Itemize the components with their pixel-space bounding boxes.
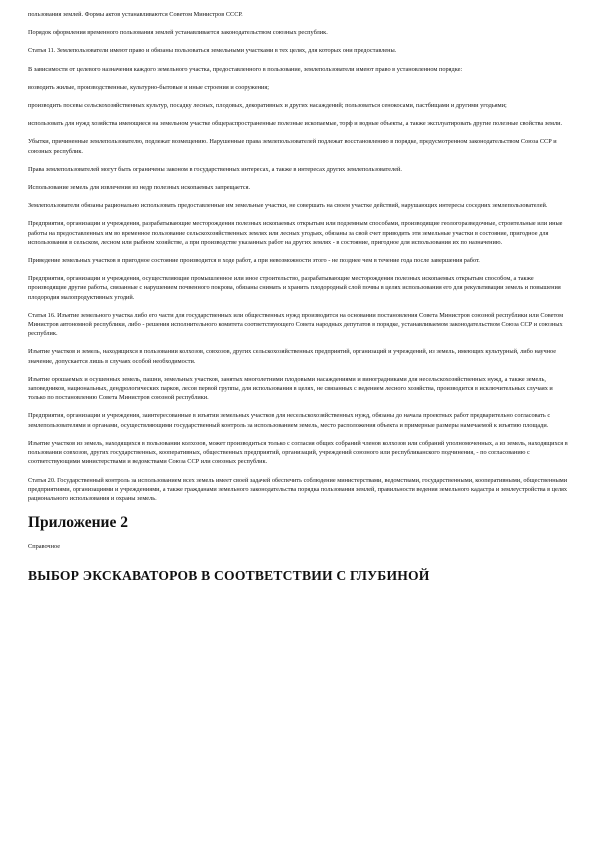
paragraph: Изъятие орошаемых и осушенных земель, пашни, земельных участков, занятых многолетними плодовыми насаждениями и виноградниками для несельскохозяйственных нужд, а также земель, заповедников, национальных, дендрологических парков, лесов первой группы, для использования в целях, не связанных с ведением лесного хозяйства, производится в исключительных случаях и только по постановлению Совета Министров союзной республики. — [28, 375, 553, 402]
paragraph: Изъятие участков и земель, находящихся в пользовании колхозов, совхозов, других сельскохозяйственных предприятий, организаций и учреждений, из земель, имеющих культурный, либо научное значение, допускается лишь в случаях особой необходимости. — [28, 348, 557, 365]
paragraph: Изъятие участков из земель, находящихся в пользовании колхозов, может производиться только с согласия общих собраний членов колхозов или собраний уполномоченных, а из земель, находящихся в пользовании совхозов, других государственных, кооперативных, общественных предприятий, организаций, учреждений союзного или республиканского подчинения, - по согласованию с соответствующими министерствами и ведомствами Союза ССР или союзных республик. — [28, 439, 568, 466]
paragraph: Предприятия, организации и учреждения, разрабатывающие месторождения полезных ископаемых открытым или подземным способами, производящие геологоразведочные, строительные или иные работы на предоставленных им во временное пользование сельскохозяйственных землях или лесных угодьях, обязаны за свой счет приводить эти земельные участки в состояние, пригодное для использования в сельском, лесном или рыбном хозяйстве, а при производстве указанных работ на других землях - в состояние, пригодное для использования их по назначению. — [28, 220, 563, 246]
paragraph: В зависимости от целевого назначения каждого земельного участка, предоставленного в пользование, землепользователи имеют право в установленном порядке: — [28, 65, 463, 73]
paragraph: Порядок оформления временного пользования землей устанавливается законодательством союзных республик. — [28, 29, 328, 37]
paragraph: Предприятия, организации и учреждения, заинтересованные в изъятии земельных участков для несельскохозяйственных нужд, обязаны до начала проектных работ предварительно согласовать с землепользователями и органами, осуществляющими государственный контроль за использованием земель, место расположения объекта и примерные размеры намечаемой к изъятию площади. — [28, 412, 551, 429]
main-heading: ВЫБОР ЭКСКАВАТОРОВ В СООТВЕТСТВИИ С ГЛУБИНОЙ — [28, 568, 430, 584]
reference-label: Справочное — [28, 543, 60, 551]
paragraph: Землепользователи обязаны рационально использовать предоставленные им земельные участки, не совершать на своем участке действий, нарушающих интересы соседних землепользователей. — [28, 202, 548, 210]
paragraph: Статья 20. Государственный контроль за использованием всех земель имеет своей задачей обеспечить соблюдение министерствами, ведомствами, государственными, кооперативными, общественными предприятиями, организациями и учреждениями, а также гражданами земельного законодательства порядка пользования землей, правильности ведения земельного кадастра и землеустройства в целях рационального использования и охраны земель. — [28, 476, 568, 502]
paragraph: Использование земель для извлечения из недр полезных ископаемых запрещается. — [28, 184, 251, 192]
paragraph: Предприятия, организации и учреждения, осуществляющие промышленное или иное строительство, разрабатывающие месторождения полезных ископаемых открытым способом, а также производящие другие работы, связанные с нарушением почвенного покрова, обязаны снимать и хранить плодородный слой почвы в целях использования его для рекультивации земель и повышения плодородия малопродуктивных угодий. — [28, 275, 561, 301]
paragraph: использовать для нужд хозяйства имеющиеся на земельном участке общераспространенные полезные ископаемые, торф и водные объекты, а также эксплуатировать другие полезные свойства земли. — [28, 120, 563, 128]
paragraph: Права землепользователей могут быть ограничены законом в государственных интересах, а также в интересах других землепользователей. — [28, 165, 402, 173]
paragraph: Статья 16. Изъятие земельного участка либо его части для государственных или общественных нужд производится на основании постановления Совета Министров союзной республики или Советом Министров автономной республики, либо - решения исполнительного комитета соответствующего Совета народных депутатов в порядке, устанавливаемом законодательством Союза ССР и союзных республик. — [28, 311, 564, 338]
paragraph: производить посевы сельскохозяйственных культур, посадку лесных, плодовых, декоративных и других насаждений; пользоваться сенокосами, пастбищами и другими угодьями; — [28, 102, 507, 110]
appendix-title: Приложение 2 — [28, 514, 128, 532]
document-page — [28, 10, 570, 584]
paragraph: Приведение земельных участков в пригодное состояние производится в ходе работ, а при невозможности этого - не позднее чем в течение года после завершения работ. — [28, 257, 480, 265]
paragraph: пользования землей. Формы актов устанавливаются Советом Министров СССР. — [28, 11, 243, 18]
paragraph: возводить жилые, производственные, культурно-бытовые и иные строения и сооружения; — [28, 83, 270, 91]
paragraph: Убытки, причиненные землепользователю, подлежат возмещению. Нарушенные права землепользователей подлежат восстановлению в порядке, предусмотренном законодательством Союза ССР и союзных республик. — [28, 138, 557, 155]
paragraph: Статья 11. Землепользователи имеют право и обязаны пользоваться земельными участками в тех целях, для которых они предоставлены. — [28, 47, 397, 55]
